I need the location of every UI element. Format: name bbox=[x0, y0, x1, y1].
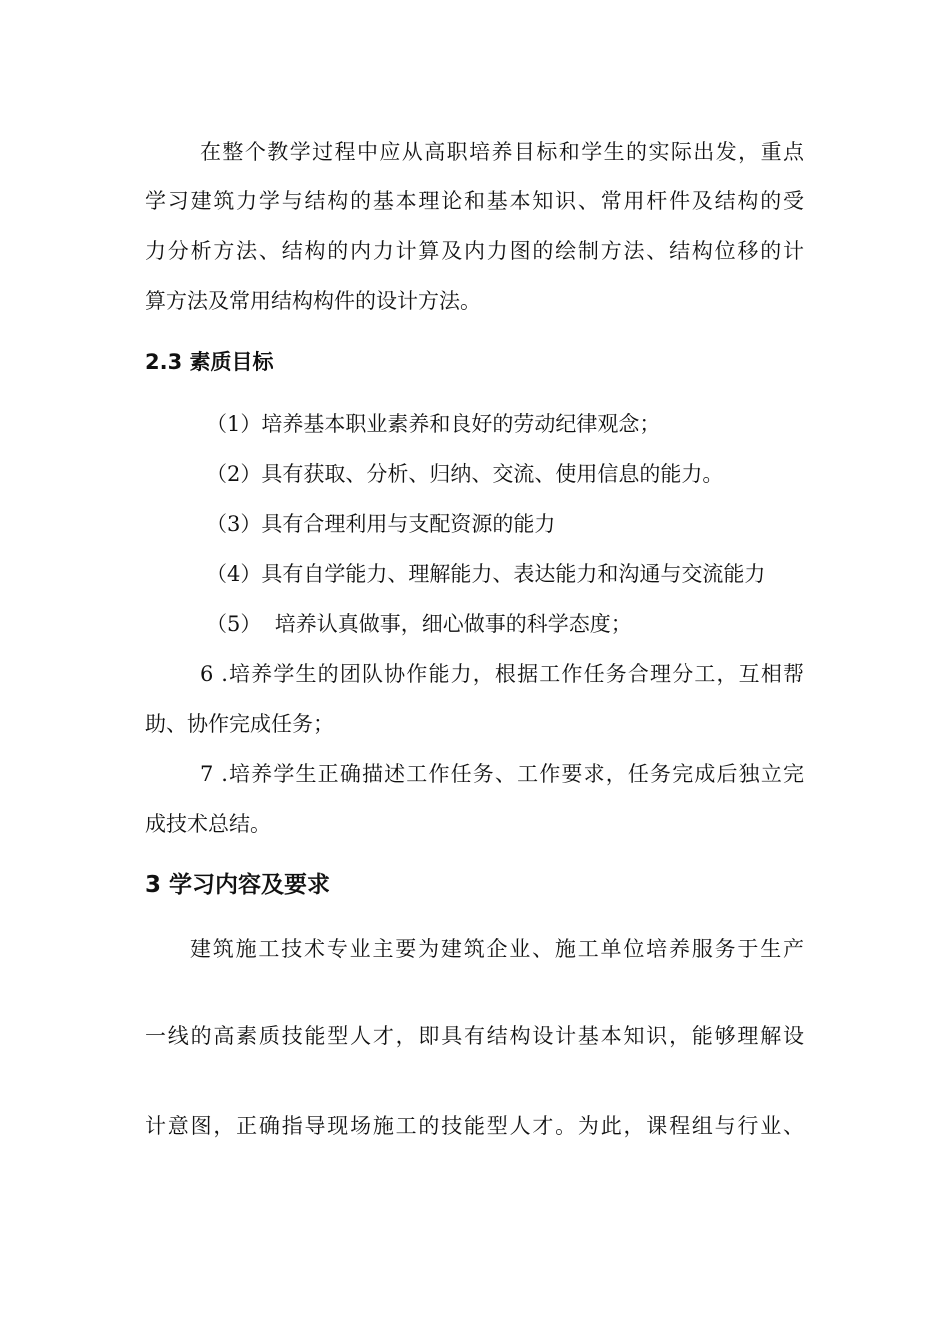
section-3-line-2: 一线的高素质技能型人才，即具有结构设计基本知识，能够理解设 bbox=[145, 1024, 804, 1048]
section-3-line-3: 计意图，正确指导现场施工的技能型人才。为此，课程组与行业、 bbox=[145, 1114, 804, 1138]
section-2-3-heading: 2.3 素质目标 bbox=[145, 350, 274, 374]
paragraph-1-line-1: 在整个教学过程中应从高职培养目标和学生的实际出发，重点 bbox=[200, 140, 804, 164]
quality-goal-item-3: （3）具有合理利用与支配资源的能力 bbox=[206, 512, 556, 536]
quality-goal-item-1: （1）培养基本职业素养和良好的劳动纪律观念； bbox=[206, 412, 661, 436]
quality-goal-item-7-line-1: 7 .培养学生正确描述工作任务、工作要求，任务完成后独立完 bbox=[200, 762, 804, 786]
quality-goal-item-6-line-1: 6 .培养学生的团队协作能力，根据工作任务合理分工，互相帮 bbox=[200, 662, 804, 686]
paragraph-1-line-3: 力分析方法、结构的内力计算及内力图的绘制方法、结构位移的计 bbox=[145, 239, 804, 263]
quality-goal-item-6-line-2: 助、协作完成任务； bbox=[145, 712, 334, 736]
paragraph-1-line-2: 学习建筑力学与结构的基本理论和基本知识、常用杆件及结构的受 bbox=[145, 189, 804, 213]
section-3-heading: 3 学习内容及要求 bbox=[145, 872, 331, 898]
quality-goal-item-4: （4）具有自学能力、理解能力、表达能力和沟通与交流能力 bbox=[206, 562, 766, 586]
section-3-line-1: 建筑施工技术专业主要为建筑企业、施工单位培养服务于生产 bbox=[190, 937, 804, 961]
quality-goal-item-2: （2）具有获取、分析、归纳、交流、使用信息的能力。 bbox=[206, 462, 724, 486]
quality-goal-item-5: （5） 培养认真做事，细心做事的科学态度； bbox=[206, 612, 632, 636]
quality-goal-item-7-line-2: 成技术总结。 bbox=[145, 812, 271, 836]
paragraph-1-line-4: 算方法及常用结构构件的设计方法。 bbox=[145, 289, 481, 313]
